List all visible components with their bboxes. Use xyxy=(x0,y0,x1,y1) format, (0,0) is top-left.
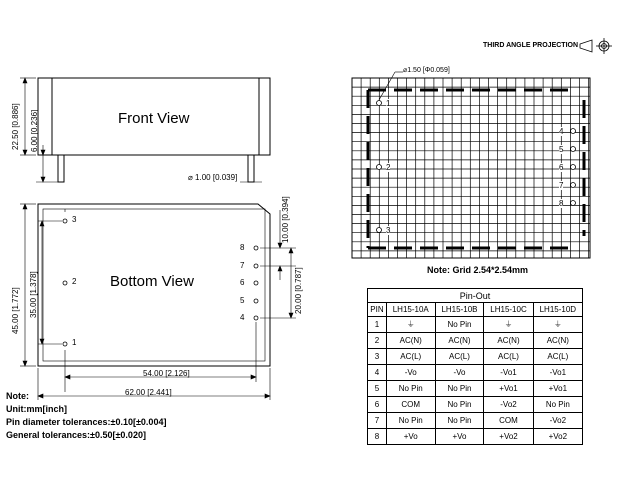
front-view-dimensions xyxy=(20,78,262,182)
pin-diameter-value: 1.00 [0.039] xyxy=(195,173,238,182)
front-view-title: Front View xyxy=(118,110,190,127)
pin-table-cell: +Vo1 xyxy=(484,381,533,397)
grid-hole-dim: ⌀1.50 [Φ0.059] xyxy=(403,67,450,74)
pin-table-cell: 2 xyxy=(368,333,387,349)
pin-table-header-cell: LH15-10C xyxy=(484,303,533,317)
pin-table-row xyxy=(368,381,583,397)
pin-table-row xyxy=(368,349,583,365)
pin-table-cell: AC(L) xyxy=(484,349,533,365)
pin-table-cell: AC(N) xyxy=(484,333,533,349)
notes-general-tolerance: General tolerances:±0.50[±0.020] xyxy=(6,430,146,440)
pin-table-cell: No Pin xyxy=(435,397,484,413)
front-pin-length-dim: 6.00 [0.236] xyxy=(30,109,39,152)
pin-table-row xyxy=(368,333,583,349)
pin-table-row xyxy=(368,413,583,429)
pin-table-cell: +Vo2 xyxy=(484,429,533,445)
pin-table-cell: AC(N) xyxy=(435,333,484,349)
pin-table-cell: No Pin xyxy=(435,381,484,397)
pin-table-cell: -Vo xyxy=(435,365,484,381)
bottom-pin-label-2: 2 xyxy=(72,277,77,286)
bottom-view-title: Bottom View xyxy=(110,273,194,290)
projection-label: THIRD ANGLE PROJECTION xyxy=(483,42,579,49)
pin-table-cell: COM xyxy=(386,397,435,413)
pin-table-header-cell: LH15-10D xyxy=(533,303,582,317)
pin-table-title: Pin-Out xyxy=(368,289,583,303)
grid-pin-label-5: 5 xyxy=(559,145,564,154)
pin-table-cell: No Pin xyxy=(386,413,435,429)
pin-table-row xyxy=(368,397,583,413)
pin-table-cell: 3 xyxy=(368,349,387,365)
grid-pin-label-7: 7 xyxy=(559,181,564,190)
pin-table-cell: +Vo2 xyxy=(533,429,582,445)
pin-out-table xyxy=(367,288,583,445)
grid-pin-label-1: 1 xyxy=(386,99,391,108)
pin-table-header xyxy=(368,303,583,317)
pin-table-cell: 7 xyxy=(368,413,387,429)
bottom-pin-label-8: 8 xyxy=(240,243,245,252)
notes-pin-tolerance: Pin diameter tolerances:±0.10[±0.004] xyxy=(6,417,167,427)
bottom-width-dim: 62.00 [2.441] xyxy=(125,388,172,397)
bottom-height-dim: 45.00 [1.772] xyxy=(11,287,20,334)
pin-table-row xyxy=(368,365,583,381)
pin-table-cell: 6 xyxy=(368,397,387,413)
bottom-pin-label-4: 4 xyxy=(240,313,245,322)
grid-pin-label-4: 4 xyxy=(559,127,564,136)
pin-table-cell: No Pin xyxy=(435,317,484,333)
pin-table-row xyxy=(368,429,583,445)
pin-table-cell: COM xyxy=(484,413,533,429)
pin-table-row xyxy=(368,317,583,333)
pin-table-cell: ⏚ xyxy=(533,317,582,333)
pin-table-cell: AC(N) xyxy=(533,333,582,349)
pin-table-cell: No Pin xyxy=(533,397,582,413)
bottom-pin-label-1: 1 xyxy=(72,338,77,347)
bottom-pin-span-y-dim: 35.00 [1.378] xyxy=(29,271,38,318)
pin-table-cell: No Pin xyxy=(386,381,435,397)
pin-table-cell: AC(L) xyxy=(386,349,435,365)
pin-table-cell: -Vo2 xyxy=(533,413,582,429)
front-height-dim: 22.50 [0.886] xyxy=(11,103,20,150)
bottom-pin-label-7: 7 xyxy=(240,261,245,270)
pin-table-cell: 1 xyxy=(368,317,387,333)
pin-table-cell: -Vo1 xyxy=(484,365,533,381)
grid-pin-label-2: 2 xyxy=(386,163,391,172)
grid-pin-label-8: 8 xyxy=(559,199,564,208)
pin-table-cell: +Vo xyxy=(386,429,435,445)
notes-title: Note: xyxy=(6,391,29,401)
bottom-pin-label-5: 5 xyxy=(240,296,245,305)
pin-table-cell: -Vo2 xyxy=(484,397,533,413)
grid-pin-label-3: 3 xyxy=(386,226,391,235)
pin-table-header-cell: PIN xyxy=(368,303,387,317)
pin-table-cell: 4 xyxy=(368,365,387,381)
bottom-pin-label-6: 6 xyxy=(240,278,245,287)
pin-table-header-cell: LH15-10B xyxy=(435,303,484,317)
pin-table-cell: -Vo xyxy=(386,365,435,381)
pin-table-cell: 8 xyxy=(368,429,387,445)
pin-table-cell: No Pin xyxy=(435,413,484,429)
pin-table-cell: AC(L) xyxy=(435,349,484,365)
grid-pin-label-6: 6 xyxy=(559,163,564,172)
pin-table-cell: ⏚ xyxy=(386,317,435,333)
notes-unit: Unit:mm[inch] xyxy=(6,404,67,414)
bottom-pin-span-x-dim: 54.00 [2.126] xyxy=(143,369,190,378)
grid-hole-dim-value: 1.50 [Φ0.059] xyxy=(407,67,450,74)
grid-note: Note: Grid 2.54*2.54mm xyxy=(427,265,529,275)
pin-table-cell: ⏚ xyxy=(484,317,533,333)
pin-table-cell: -Vo1 xyxy=(533,365,582,381)
pin-table-cell: 5 xyxy=(368,381,387,397)
pin-table-header-cell: LH15-10A xyxy=(386,303,435,317)
grid-hole-leader xyxy=(379,72,403,100)
bottom-pin-label-3: 3 xyxy=(72,215,77,224)
pin-diameter-dim: ⌀ 1.00 [0.039] xyxy=(188,173,238,182)
pin-group-dim: 20.00 [0.787] xyxy=(294,267,303,314)
pin-table-cell: +Vo1 xyxy=(533,381,582,397)
projection-symbol xyxy=(580,38,612,54)
pin-table-cell: AC(N) xyxy=(386,333,435,349)
pin-pitch-dim: 10.00 [0.394] xyxy=(281,196,290,243)
pin-table-cell: +Vo xyxy=(435,429,484,445)
pin-table-body xyxy=(368,317,583,445)
pin-table-cell: AC(L) xyxy=(533,349,582,365)
